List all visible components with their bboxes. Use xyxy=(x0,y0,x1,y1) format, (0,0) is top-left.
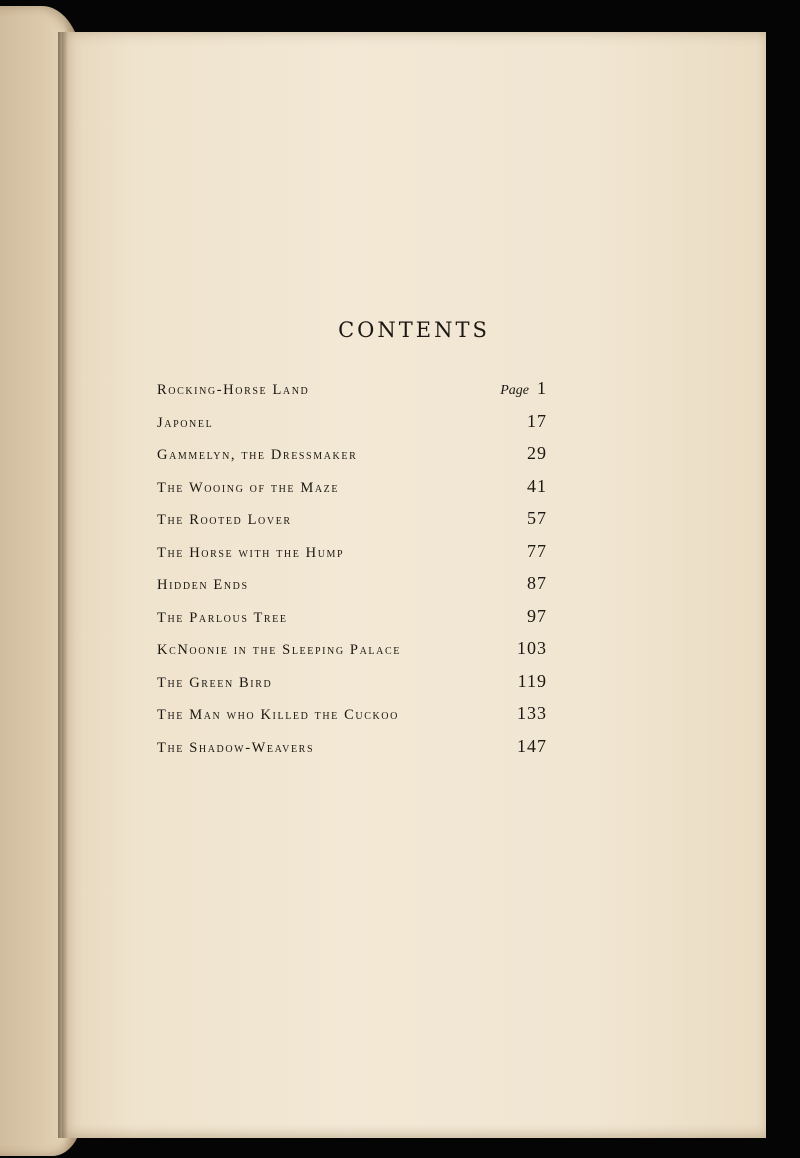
page-number: 133 xyxy=(517,703,547,723)
toc-entry-title: The Green Bird xyxy=(157,674,273,691)
contents-heading: CONTENTS xyxy=(338,318,490,342)
toc-entry-title: The Man who Killed the Cuckoo xyxy=(157,707,399,723)
page-number: 147 xyxy=(517,735,547,756)
toc-entry-title: Japonel xyxy=(157,414,214,431)
page-number: 97 xyxy=(527,605,547,626)
binding-shadow xyxy=(58,32,68,1138)
toc-entry-title: The Shadow-Weavers xyxy=(157,739,315,756)
page-number: 77 xyxy=(527,540,547,561)
toc-entry-title: KcNoonie in the Sleeping Palace xyxy=(157,642,401,658)
page-number: 17 xyxy=(527,410,547,431)
toc-entry xyxy=(157,669,547,702)
page-number: 41 xyxy=(527,475,547,496)
toc-entry xyxy=(157,734,547,767)
table-of-contents xyxy=(157,376,547,766)
toc-entry-title: The Horse with the Hump xyxy=(157,544,345,561)
toc-entry-title: Rocking-Horse Land xyxy=(157,382,310,398)
toc-entry xyxy=(157,636,547,669)
toc-entry xyxy=(157,376,547,409)
book-page xyxy=(62,32,766,1138)
toc-entry xyxy=(157,409,547,442)
toc-entry xyxy=(157,474,547,507)
toc-entry-title: The Rooted Lover xyxy=(157,512,292,528)
page-number: 119 xyxy=(517,670,547,691)
page-number: 29 xyxy=(527,443,547,463)
toc-entry xyxy=(157,506,547,539)
toc-entry-title: The Parlous Tree xyxy=(157,609,288,626)
toc-entry xyxy=(157,571,547,604)
page-number: 87 xyxy=(527,573,547,593)
page-label: Page xyxy=(500,383,529,398)
page-number: 103 xyxy=(517,638,547,658)
toc-entry-title: Hidden Ends xyxy=(157,577,249,593)
page-number: 1 xyxy=(537,378,547,398)
toc-entry xyxy=(157,441,547,474)
page-number: 57 xyxy=(527,508,547,528)
toc-entry xyxy=(157,604,547,637)
toc-entry xyxy=(157,539,547,572)
toc-entry-title: Gammelyn, the Dressmaker xyxy=(157,447,358,463)
toc-entry-page xyxy=(500,378,547,399)
toc-entry xyxy=(157,701,547,734)
toc-entry-title: The Wooing of the Maze xyxy=(157,479,340,496)
